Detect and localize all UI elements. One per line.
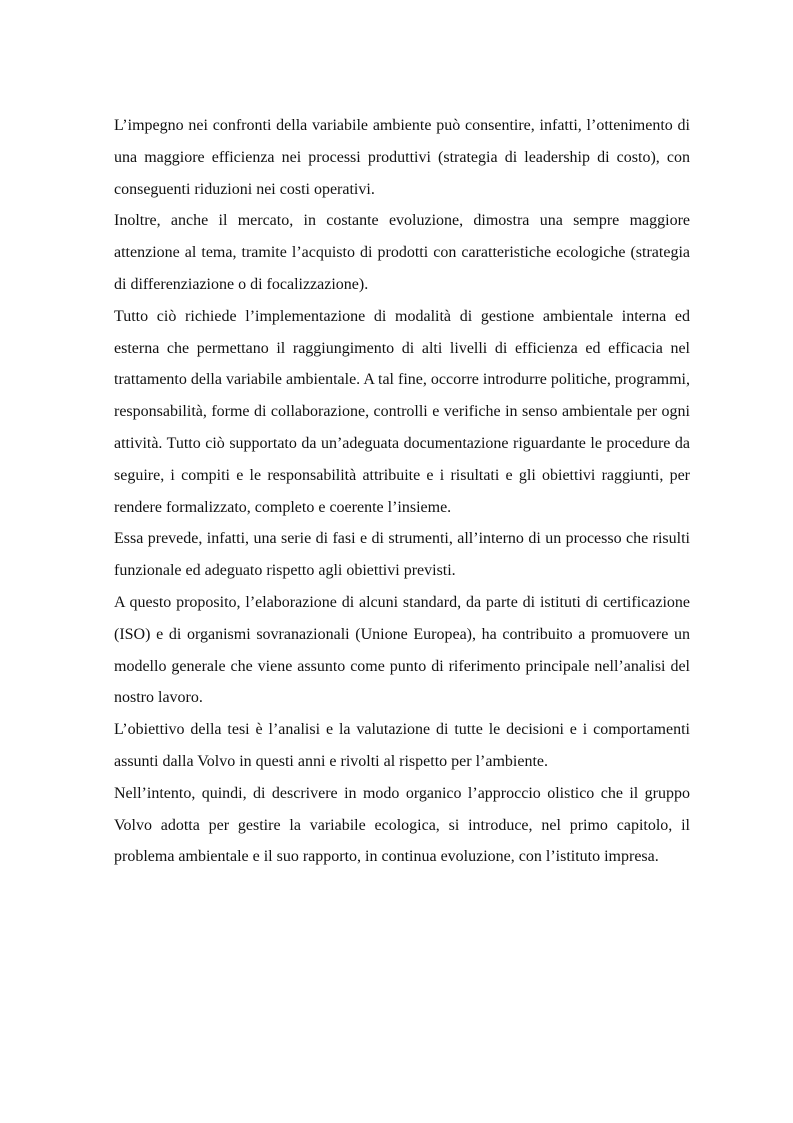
paragraph-5: A questo proposito, l’elaborazione di alcuni standard, da parte di istituti di certificazione (ISO) e di organismi sovranazionali (Unione Europea), ha contribuito a promuovere un modello generale che viene assunto come punto di riferimento principale nell’analisi del nostro lavoro. — [114, 593, 690, 707]
paragraph-7: Nell’intento, quindi, di descrivere in modo organico l’approccio olistico che il gruppo Volvo adotta per gestire la variabile ecologica, si introduce, nel primo capitolo, il problema ambientale e il suo rapporto, in continua evoluzione, con l’istituto impresa. — [114, 784, 690, 866]
body-text — [114, 110, 690, 873]
paragraph-6: L’obiettivo della tesi è l’analisi e la valutazione di tutte le decisioni e i comportamenti assunti dalla Volvo in questi anni e rivolti al rispetto per l’ambiente. — [114, 721, 690, 770]
paragraph-4: Essa prevede, infatti, una serie di fasi e di strumenti, all’interno di un processo che risulti funzionale ed adeguato rispetto agli obiettivi previsti. — [114, 530, 690, 580]
paragraph-2: Inoltre, anche il mercato, in costante evoluzione, dimostra una sempre maggiore attenzione al tema, tramite l’acquisto di prodotti con caratteristiche ecologiche (strategia di differenziazione o di focalizzazione). — [114, 212, 690, 293]
paragraph-3: Tutto ciò richiede l’implementazione di modalità di gestione ambientale interna ed esterna che permettano il raggiungimento di alti livelli di efficienza ed efficacia nel trattamento della variabile ambientale. A tal fine, occorre introdurre politiche, programmi, responsabilità, forme di collaborazione, controlli e verifiche in senso ambientale per ogni attività. Tutto ciò supportato da un’adeguata documentazione riguardante le procedure da seguire, i compiti e le responsabilità attribuite e i risultati e gli obiettivi raggiunti, per rendere formalizzato, completo e coerente l’insieme. — [114, 307, 690, 516]
paragraph-1: L’impegno nei confronti della variabile ambiente può consentire, infatti, l’ottenimento di una maggiore efficienza nei processi produttivi (strategia di leadership di costo), con conseguenti riduzioni nei costi operativi. — [114, 117, 690, 198]
